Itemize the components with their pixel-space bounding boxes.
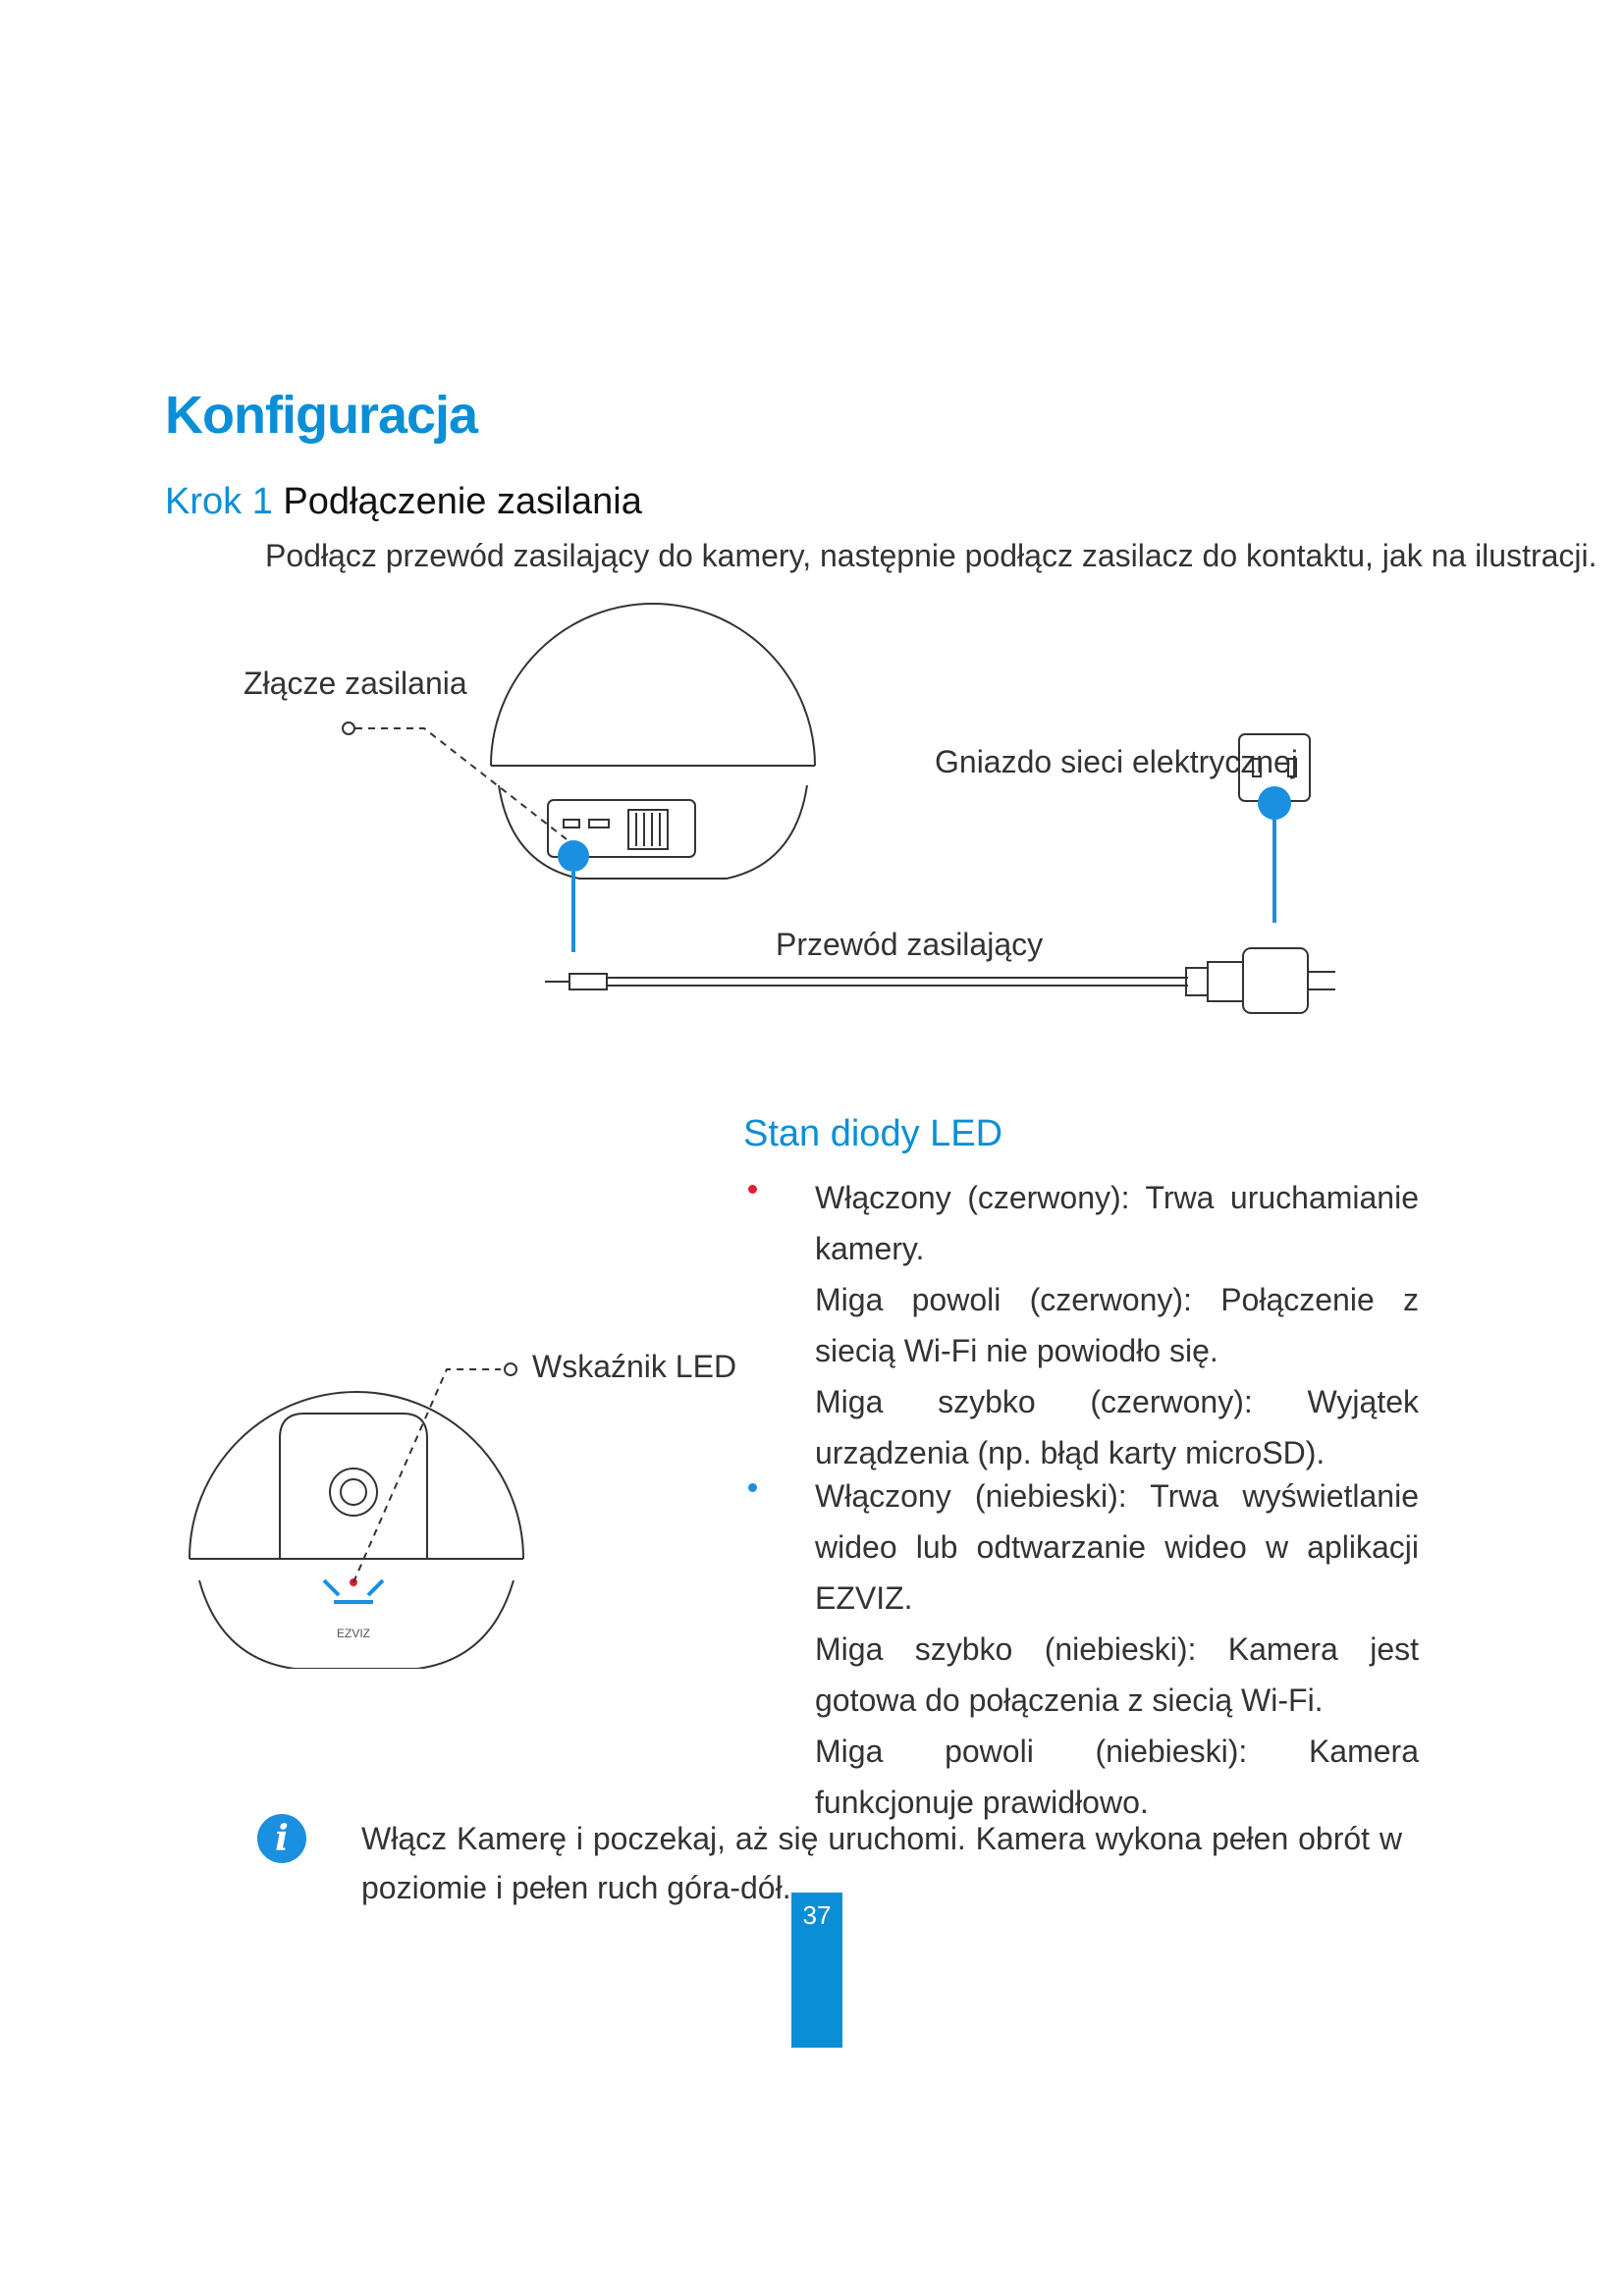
blue-status-list [815, 1470, 1419, 1828]
blue-status-fast-blink: Miga szybko (niebieski): Kamera jest gotowa do połączenia z siecią Wi-Fi. [815, 1631, 1419, 1718]
power-connector-label: Złącze zasilania [244, 666, 467, 701]
blue-bullet [748, 1483, 757, 1492]
socket-marker [1258, 786, 1291, 820]
socket-label: Gniazdo sieci elektrycznej [935, 744, 1298, 779]
step-prefix: Krok 1 [165, 481, 273, 522]
connector-callout-dot [343, 722, 354, 734]
step-title: Podłączenie zasilania [283, 481, 642, 522]
connector-callout-line [355, 728, 567, 839]
led-callout-dot [505, 1363, 516, 1375]
page-title: Konfiguracja [165, 386, 478, 445]
intro-text: Podłącz przewód zasilający do kamery, następnie podłącz zasilacz do kontaktu, jak na ilustracji. [265, 538, 1597, 573]
blue-status-slow-blink: Miga powoli (niebieski): Kamera funkcjonuje prawidłowo. [815, 1734, 1419, 1820]
page-number: 37 [802, 1900, 832, 1930]
connector-marker [558, 840, 589, 872]
cable-label: Przewód zasilający [776, 927, 1044, 962]
red-status-slow-blink: Miga powoli (czerwony): Połączenie z siecią Wi-Fi nie powiodło się. [815, 1282, 1419, 1368]
note-text: Włącz Kamerę i poczekaj, aż się uruchomi. Kamera wykona pełen obrót w poziomie i pełen ruch góra-dół. [361, 1821, 1402, 1905]
camera-back-drawing [491, 604, 815, 879]
red-status-fast-blink: Miga szybko (czerwony): Wyjątek urządzenia (np. błąd karty microSD). [815, 1384, 1419, 1470]
power-connection-illustration [0, 0, 1624, 1080]
led-status-heading: Stan diody LED [743, 1113, 1003, 1154]
red-bullet [748, 1185, 757, 1194]
info-icon: i [257, 1814, 306, 1863]
led-indicator-label: Wskaźnik LED [532, 1349, 737, 1384]
blue-status-on: Włączony (niebieski): Trwa wyświetlanie wideo lub odtwarzanie wideo w aplikacji EZVIZ. [815, 1478, 1419, 1616]
red-status-list [815, 1172, 1419, 1478]
red-status-on: Włączony (czerwony): Trwa uruchamianie kamery. [815, 1180, 1419, 1266]
device-logo-text: EZVIZ [336, 1627, 371, 1640]
